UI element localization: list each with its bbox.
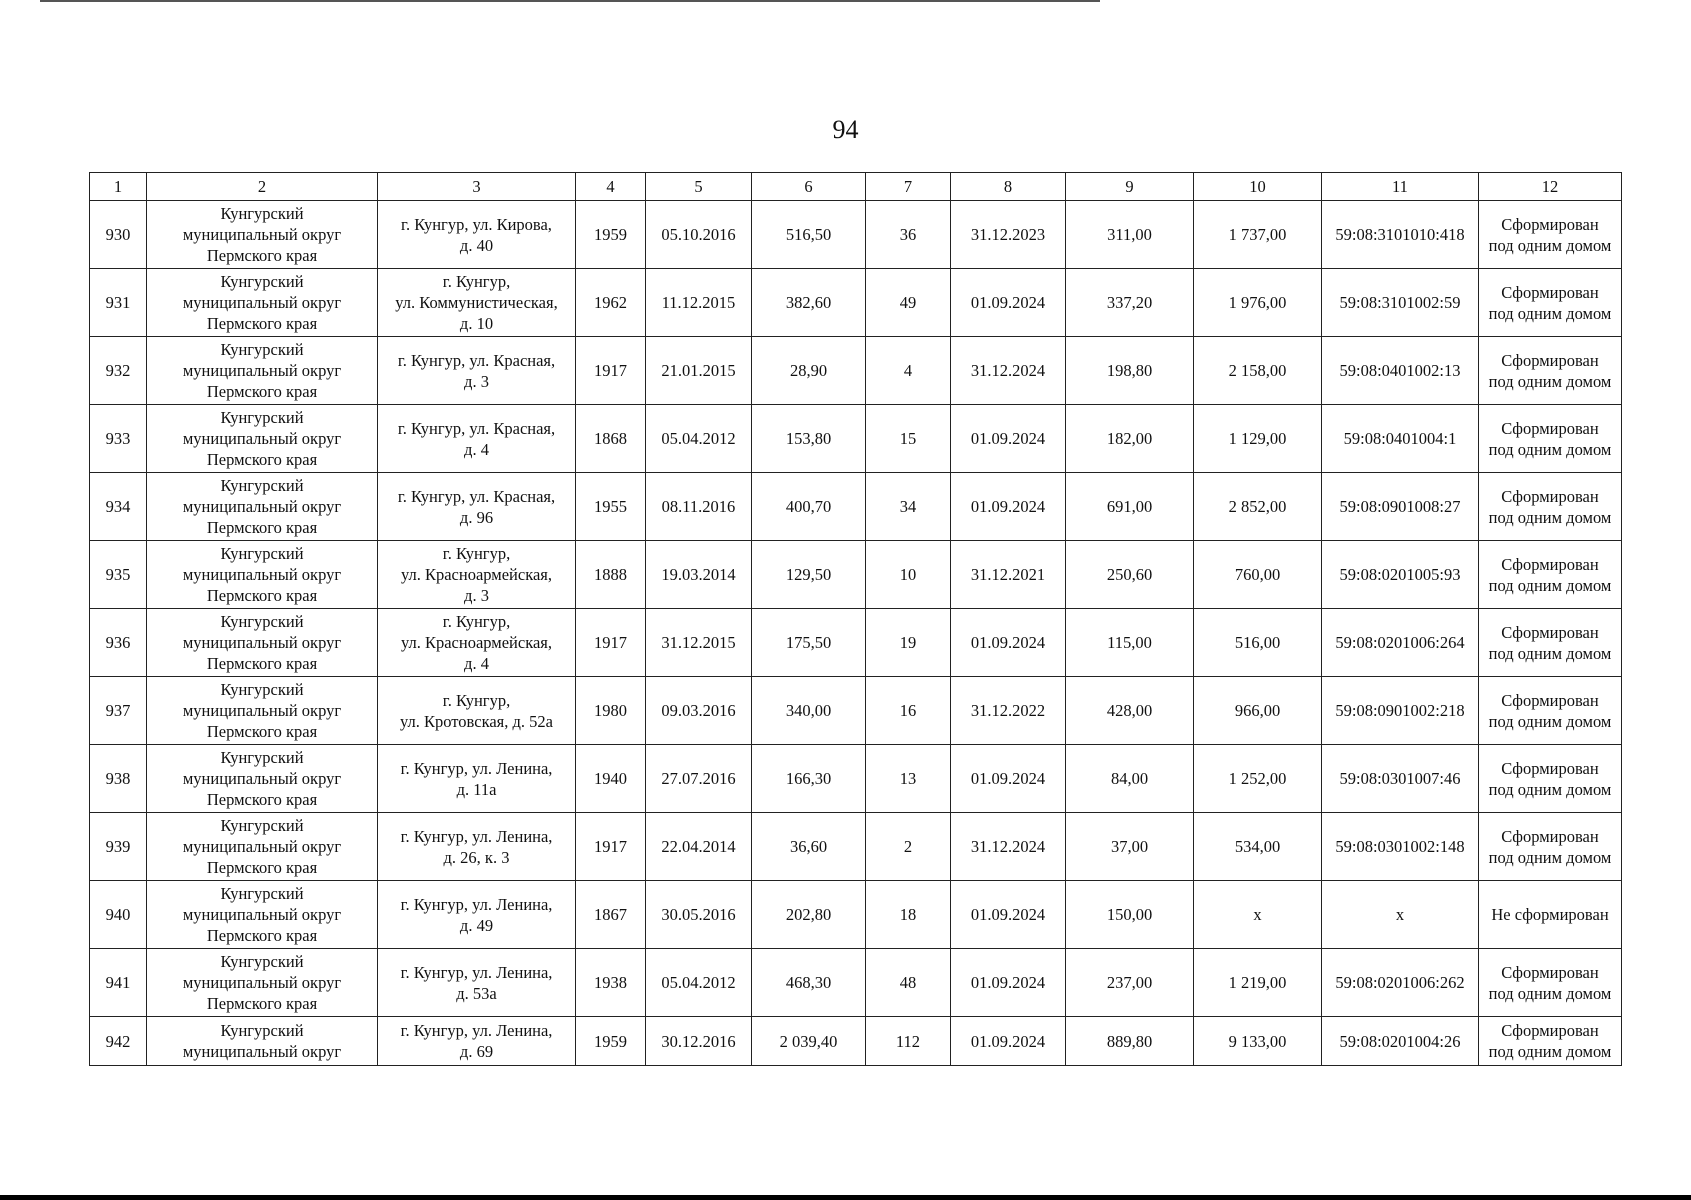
municipality-cell: Кунгурский муниципальный округ Пермского края [147,813,378,881]
cadastral-number-cell: 59:08:0201005:93 [1322,541,1479,609]
area-cell: 153,80 [752,405,866,473]
address-cell: г. Кунгур, ул. Красноармейская, д. 4 [378,609,576,677]
status-cell: Сформирован под одним домом [1479,201,1622,269]
land-area-total-cell: 9 133,00 [1194,1017,1322,1066]
land-area-total-cell: 966,00 [1194,677,1322,745]
deadline-cell: 01.09.2024 [951,609,1066,677]
address-cell: г. Кунгур, ул. Ленина, д. 11а [378,745,576,813]
area-cell: 36,60 [752,813,866,881]
table-row [90,201,1622,269]
land-area-total-cell: 534,00 [1194,813,1322,881]
residents-cell: 10 [866,541,951,609]
table-row [90,677,1622,745]
column-header: 7 [866,173,951,201]
column-header: 6 [752,173,866,201]
status-cell: Не сформирован [1479,881,1622,949]
row-number-cell: 941 [90,949,147,1017]
status-cell: Сформирован под одним домом [1479,745,1622,813]
deadline-cell: 31.12.2021 [951,541,1066,609]
scan-top-edge [40,0,1100,2]
municipality-cell: Кунгурский муниципальный округ Пермского края [147,405,378,473]
table-row [90,813,1622,881]
status-cell: Сформирован под одним домом [1479,609,1622,677]
row-number-cell: 942 [90,1017,147,1066]
deadline-cell: 01.09.2024 [951,473,1066,541]
date-cell: 27.07.2016 [646,745,752,813]
table-row [90,473,1622,541]
residents-cell: 16 [866,677,951,745]
area-cell: 468,30 [752,949,866,1017]
status-cell: Сформирован под одним домом [1479,269,1622,337]
address-cell: г. Кунгур, ул. Ленина, д. 53а [378,949,576,1017]
date-cell: 30.12.2016 [646,1017,752,1066]
table-row [90,881,1622,949]
table-row [90,269,1622,337]
cadastral-number-cell: 59:08:0901002:218 [1322,677,1479,745]
year-cell: 1955 [576,473,646,541]
municipality-cell: Кунгурский муниципальный округ Пермского края [147,473,378,541]
land-area-total-cell: 2 852,00 [1194,473,1322,541]
status-cell: Сформирован под одним домом [1479,677,1622,745]
row-number-cell: 933 [90,405,147,473]
row-number-cell: 937 [90,677,147,745]
date-cell: 05.10.2016 [646,201,752,269]
residents-cell: 34 [866,473,951,541]
date-cell: 11.12.2015 [646,269,752,337]
date-cell: 22.04.2014 [646,813,752,881]
land-area-total-cell: 1 737,00 [1194,201,1322,269]
cadastral-number-cell: 59:08:3101010:418 [1322,201,1479,269]
date-cell: 05.04.2012 [646,949,752,1017]
housing-register-table [89,172,1622,1066]
row-number-cell: 932 [90,337,147,405]
table-row [90,337,1622,405]
cadastral-number-cell: 59:08:0201006:262 [1322,949,1479,1017]
cadastral-number-cell: 59:08:0901008:27 [1322,473,1479,541]
land-area-total-cell: 2 158,00 [1194,337,1322,405]
year-cell: 1868 [576,405,646,473]
land-area-total-cell: 516,00 [1194,609,1322,677]
row-number-cell: 940 [90,881,147,949]
date-cell: 19.03.2014 [646,541,752,609]
row-number-cell: 939 [90,813,147,881]
status-cell: Сформирован под одним домом [1479,541,1622,609]
table-row [90,405,1622,473]
area-cell: 340,00 [752,677,866,745]
row-number-cell: 938 [90,745,147,813]
land-area-total-cell: 760,00 [1194,541,1322,609]
residents-cell: 2 [866,813,951,881]
column-header: 11 [1322,173,1479,201]
municipality-cell: Кунгурский муниципальный округ Пермского края [147,269,378,337]
date-cell: 09.03.2016 [646,677,752,745]
column-header: 4 [576,173,646,201]
cadastral-number-cell: х [1322,881,1479,949]
land-area-cell: 198,80 [1066,337,1194,405]
cadastral-number-cell: 59:08:0401002:13 [1322,337,1479,405]
year-cell: 1867 [576,881,646,949]
residents-cell: 4 [866,337,951,405]
page-number: 94 [832,115,859,144]
land-area-cell: 889,80 [1066,1017,1194,1066]
row-number-cell: 936 [90,609,147,677]
land-area-cell: 337,20 [1066,269,1194,337]
date-cell: 30.05.2016 [646,881,752,949]
deadline-cell: 01.09.2024 [951,405,1066,473]
area-cell: 175,50 [752,609,866,677]
address-cell: г. Кунгур, ул. Красная, д. 4 [378,405,576,473]
land-area-total-cell: 1 976,00 [1194,269,1322,337]
table-row [90,541,1622,609]
status-cell: Сформирован под одним домом [1479,813,1622,881]
status-cell: Сформирован под одним домом [1479,337,1622,405]
municipality-cell: Кунгурский муниципальный округ Пермского края [147,745,378,813]
column-header: 3 [378,173,576,201]
deadline-cell: 31.12.2024 [951,813,1066,881]
year-cell: 1959 [576,201,646,269]
column-number-row [90,173,1622,201]
column-header: 8 [951,173,1066,201]
year-cell: 1888 [576,541,646,609]
deadline-cell: 31.12.2023 [951,201,1066,269]
deadline-cell: 01.09.2024 [951,745,1066,813]
land-area-cell: 182,00 [1066,405,1194,473]
cadastral-number-cell: 59:08:0301007:46 [1322,745,1479,813]
land-area-total-cell: х [1194,881,1322,949]
address-cell: г. Кунгур, ул. Красная, д. 3 [378,337,576,405]
year-cell: 1917 [576,813,646,881]
cadastral-number-cell: 59:08:0201004:26 [1322,1017,1479,1066]
residents-cell: 13 [866,745,951,813]
address-cell: г. Кунгур, ул. Кротовская, д. 52а [378,677,576,745]
column-header: 5 [646,173,752,201]
date-cell: 05.04.2012 [646,405,752,473]
column-header: 12 [1479,173,1622,201]
land-area-cell: 37,00 [1066,813,1194,881]
municipality-cell: Кунгурский муниципальный округ Пермского края [147,337,378,405]
deadline-cell: 01.09.2024 [951,949,1066,1017]
municipality-cell: Кунгурский муниципальный округ Пермского края [147,881,378,949]
residents-cell: 48 [866,949,951,1017]
cadastral-number-cell: 59:08:3101002:59 [1322,269,1479,337]
area-cell: 129,50 [752,541,866,609]
address-cell: г. Кунгур, ул. Ленина, д. 69 [378,1017,576,1066]
land-area-cell: 691,00 [1066,473,1194,541]
residents-cell: 49 [866,269,951,337]
area-cell: 28,90 [752,337,866,405]
date-cell: 21.01.2015 [646,337,752,405]
row-number-cell: 934 [90,473,147,541]
residents-cell: 18 [866,881,951,949]
deadline-cell: 31.12.2024 [951,337,1066,405]
date-cell: 31.12.2015 [646,609,752,677]
column-header: 2 [147,173,378,201]
table-row [90,609,1622,677]
area-cell: 400,70 [752,473,866,541]
cadastral-number-cell: 59:08:0301002:148 [1322,813,1479,881]
area-cell: 2 039,40 [752,1017,866,1066]
date-cell: 08.11.2016 [646,473,752,541]
residents-cell: 36 [866,201,951,269]
year-cell: 1962 [576,269,646,337]
municipality-cell: Кунгурский муниципальный округ [147,1017,378,1066]
column-header: 1 [90,173,147,201]
municipality-cell: Кунгурский муниципальный округ Пермского края [147,677,378,745]
status-cell: Сформирован под одним домом [1479,949,1622,1017]
address-cell: г. Кунгур, ул. Кирова, д. 40 [378,201,576,269]
column-header: 9 [1066,173,1194,201]
row-number-cell: 930 [90,201,147,269]
land-area-cell: 428,00 [1066,677,1194,745]
status-cell: Сформирован под одним домом [1479,1017,1622,1066]
municipality-cell: Кунгурский муниципальный округ Пермского края [147,609,378,677]
land-area-cell: 115,00 [1066,609,1194,677]
residents-cell: 112 [866,1017,951,1066]
scan-bottom-edge [0,1195,1691,1200]
year-cell: 1980 [576,677,646,745]
land-area-total-cell: 1 219,00 [1194,949,1322,1017]
land-area-cell: 237,00 [1066,949,1194,1017]
municipality-cell: Кунгурский муниципальный округ Пермского края [147,949,378,1017]
area-cell: 516,50 [752,201,866,269]
table-row [90,1017,1622,1066]
address-cell: г. Кунгур, ул. Красная, д. 96 [378,473,576,541]
column-header: 10 [1194,173,1322,201]
residents-cell: 19 [866,609,951,677]
land-area-cell: 311,00 [1066,201,1194,269]
table-row [90,745,1622,813]
deadline-cell: 31.12.2022 [951,677,1066,745]
deadline-cell: 01.09.2024 [951,1017,1066,1066]
status-cell: Сформирован под одним домом [1479,405,1622,473]
deadline-cell: 01.09.2024 [951,269,1066,337]
row-number-cell: 935 [90,541,147,609]
row-number-cell: 931 [90,269,147,337]
year-cell: 1917 [576,337,646,405]
land-area-cell: 150,00 [1066,881,1194,949]
municipality-cell: Кунгурский муниципальный округ Пермского края [147,541,378,609]
area-cell: 166,30 [752,745,866,813]
land-area-total-cell: 1 252,00 [1194,745,1322,813]
cadastral-number-cell: 59:08:0401004:1 [1322,405,1479,473]
year-cell: 1917 [576,609,646,677]
year-cell: 1959 [576,1017,646,1066]
address-cell: г. Кунгур, ул. Коммунистическая, д. 10 [378,269,576,337]
year-cell: 1940 [576,745,646,813]
municipality-cell: Кунгурский муниципальный округ Пермского края [147,201,378,269]
area-cell: 382,60 [752,269,866,337]
cadastral-number-cell: 59:08:0201006:264 [1322,609,1479,677]
land-area-cell: 250,60 [1066,541,1194,609]
address-cell: г. Кунгур, ул. Ленина, д. 49 [378,881,576,949]
address-cell: г. Кунгур, ул. Ленина, д. 26, к. 3 [378,813,576,881]
address-cell: г. Кунгур, ул. Красноармейская, д. 3 [378,541,576,609]
status-cell: Сформирован под одним домом [1479,473,1622,541]
land-area-total-cell: 1 129,00 [1194,405,1322,473]
land-area-cell: 84,00 [1066,745,1194,813]
residents-cell: 15 [866,405,951,473]
table-row [90,949,1622,1017]
deadline-cell: 01.09.2024 [951,881,1066,949]
year-cell: 1938 [576,949,646,1017]
area-cell: 202,80 [752,881,866,949]
